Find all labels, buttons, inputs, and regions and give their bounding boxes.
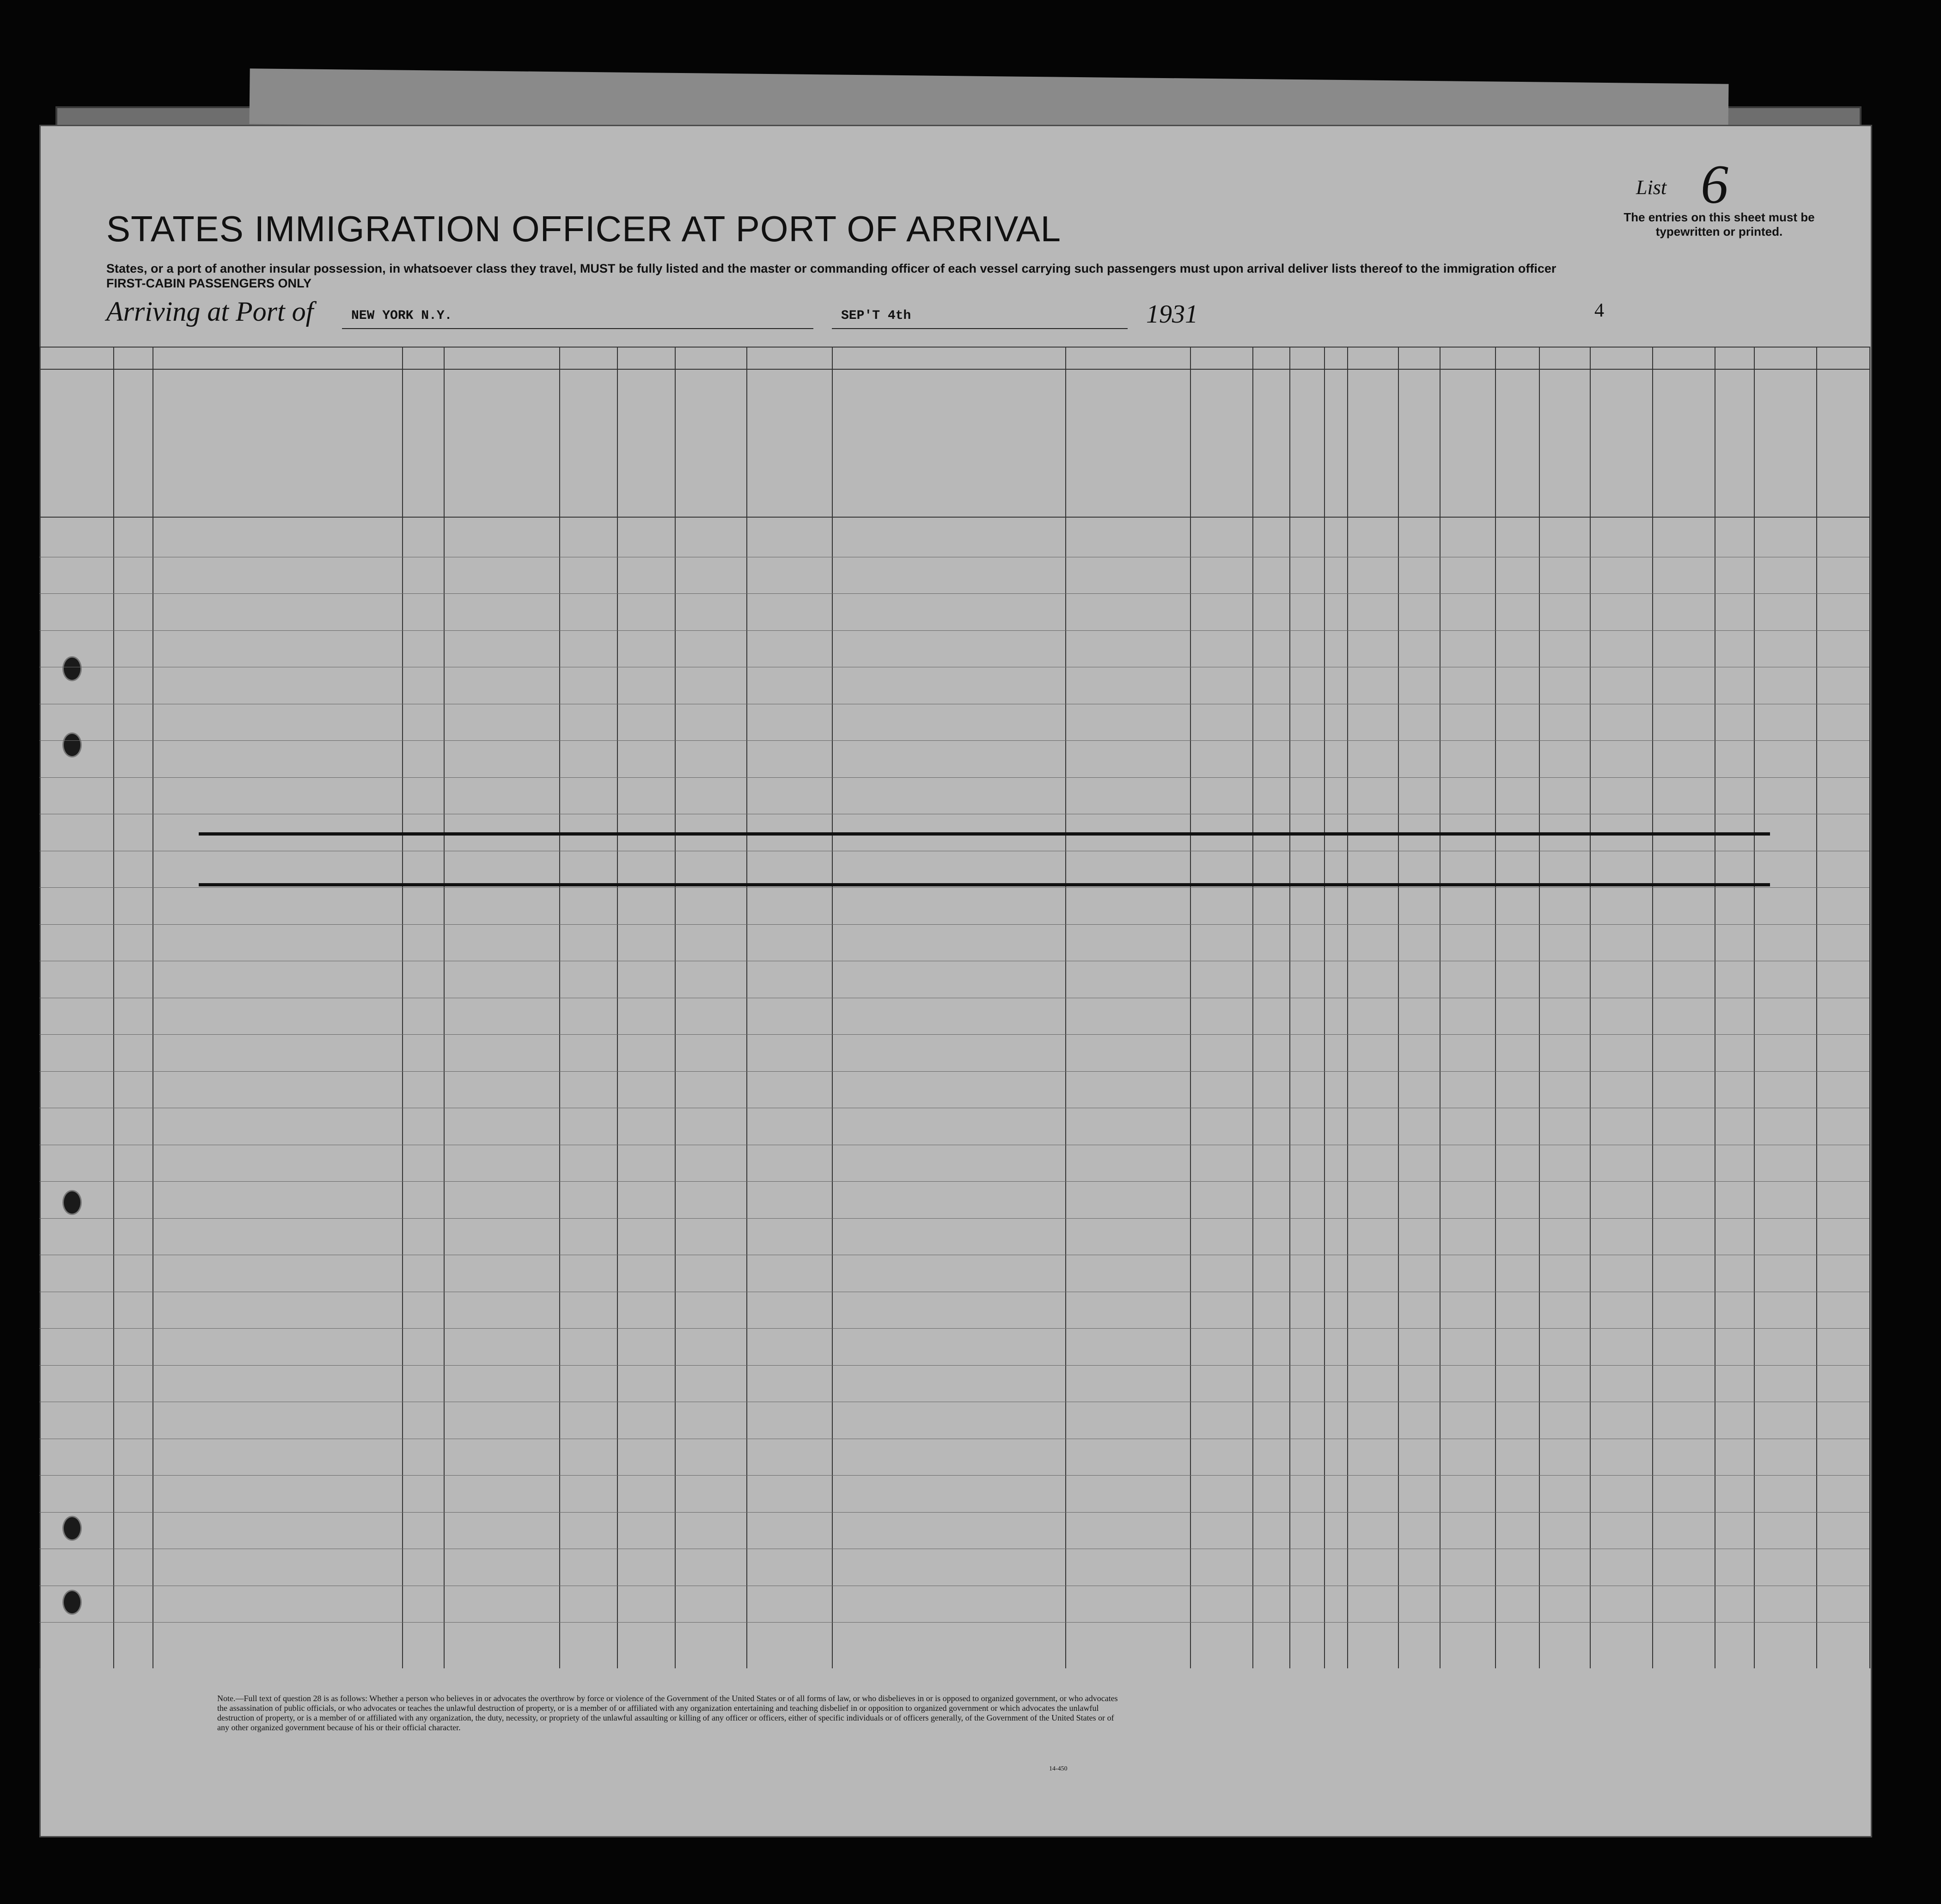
column-rule — [1816, 347, 1817, 1668]
footnote: Note.—Full text of question 28 is as follows: Whether a person who believes in or advocates the overthrow by force or violence of the Government of the United States or of all forms of law, or who disbelieves in or is opposed to organized government, or who advocates the assassination of public officials, or who advocates or teaches the unlawful destruction of property, or is a member of or affiliated with any organization entertaining and teaching disbelief in or opposition to organized government or which advocates the unlawful destruction of property, or is a member of or affiliated with any organization, the duty, necessity, or propriety of the unlawful assaulting or killing of any officer or officers, either of specific individuals or of officers generally, of the Government of the United States or of any other organized government because of his or their official character. — [217, 1694, 1118, 1732]
row-rule — [39, 1034, 1869, 1035]
page-title: STATES IMMIGRATION OFFICER AT PORT OF ARRIVAL — [106, 208, 1062, 249]
column-rule — [402, 347, 403, 1668]
column-rule — [444, 347, 445, 1668]
arrival-port: NEW YORK N.Y. — [351, 309, 452, 323]
column-rule — [1754, 347, 1755, 1668]
row-rule — [39, 777, 1869, 778]
arriving-label: Arriving at Port of — [106, 296, 314, 327]
purpose-b-header — [1158, 374, 1176, 513]
column-rule — [746, 347, 747, 1668]
row-rule — [39, 924, 1869, 925]
manifest-table — [39, 347, 1869, 1668]
list-number: 6 — [1701, 153, 1728, 215]
polygamist-header — [1292, 374, 1306, 513]
typewritten-note: The entries on this sheet must be typewritten or printed. — [1624, 210, 1815, 238]
header-rule-numbers — [39, 369, 1869, 370]
column-rule — [617, 347, 618, 1668]
column-rule — [1495, 347, 1496, 1668]
column-rule — [1539, 347, 1540, 1668]
column-rule — [1190, 347, 1191, 1668]
citizen-header — [1192, 374, 1211, 513]
offer-header — [1400, 374, 1423, 513]
row-rule — [39, 1328, 1869, 1329]
ticket-header — [619, 374, 665, 513]
header-rule-bottom — [39, 517, 1869, 518]
column-rule — [1289, 347, 1290, 1668]
column-rule — [559, 347, 560, 1668]
subtitle: States, or a port of another insular possession, in whatsoever class they travel, MUST be fully listed and the master or commanding officer of each vessel carrying such passengers must upon arrival deliver lists thereof to the immigration officer FIRST-CABIN PASSENGERS ONLY — [106, 262, 1556, 290]
form-code: 14-450 — [1049, 1765, 1068, 1772]
purpose-a-header — [1070, 374, 1091, 513]
header-rule-top — [39, 347, 1869, 348]
row-rule — [39, 1475, 1869, 1476]
row-rule — [39, 593, 1869, 594]
column-rule — [1652, 347, 1653, 1668]
arrival-date: SEP'T 4th — [841, 309, 911, 323]
cancel-line — [199, 883, 1770, 886]
row-rule — [39, 630, 1869, 631]
list-label: List — [1636, 176, 1667, 199]
overthrow-header — [1349, 374, 1375, 513]
column-rule — [1252, 347, 1253, 1668]
column-rule — [832, 347, 833, 1668]
row-rule — [39, 887, 1869, 888]
prison-header — [1255, 374, 1273, 513]
arrival-year: 1931 — [1146, 300, 1198, 329]
anarchist-header — [1326, 374, 1340, 513]
row-rule — [39, 1181, 1869, 1182]
deported-header — [1442, 374, 1460, 513]
column-rule — [1590, 347, 1591, 1668]
row-rule — [39, 740, 1869, 741]
column-rule — [1065, 347, 1066, 1668]
cancel-line — [199, 832, 1770, 836]
row-rule — [39, 1622, 1869, 1623]
fifty-header — [749, 374, 795, 513]
column-rule — [675, 347, 676, 1668]
column-rule — [39, 347, 40, 1668]
row-rule — [39, 1512, 1869, 1513]
row-rule — [39, 1071, 1869, 1072]
column-rule — [1869, 347, 1870, 1668]
column-rule — [113, 347, 114, 1668]
page-number: 4 — [1594, 300, 1604, 321]
column-rule — [1398, 347, 1399, 1668]
column-rule — [1324, 347, 1325, 1668]
row-rule — [39, 1365, 1869, 1366]
row-rule — [39, 1218, 1869, 1219]
column-rule — [1347, 347, 1348, 1668]
